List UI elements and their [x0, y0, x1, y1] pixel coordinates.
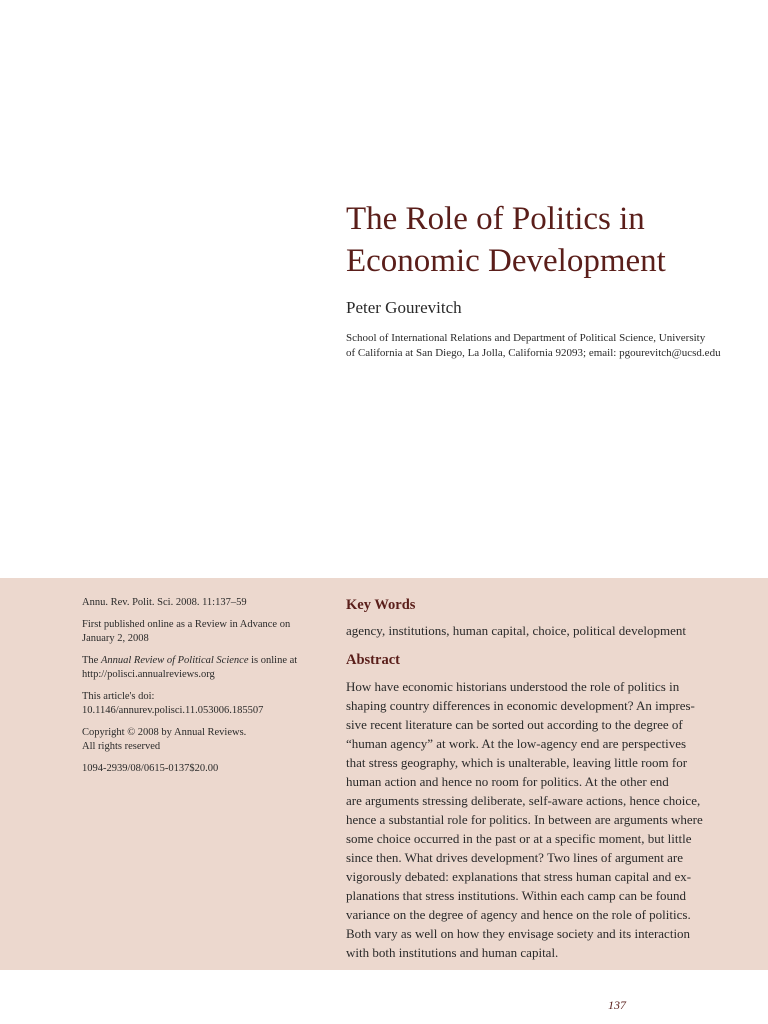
author-affiliation — [346, 331, 746, 361]
abstract-line: human action and hence no room for politics. At the other end — [346, 774, 669, 789]
affiliation-line: of California at San Diego, La Jolla, California 92093; email: pgourevitch@ucsd.edu — [346, 347, 721, 359]
online-suffix: is online at — [248, 655, 298, 666]
title-line: Economic Development — [346, 243, 666, 279]
first-published-line: First published online as a Review in Advance on — [82, 619, 291, 630]
doi-link[interactable]: 10.1146/annurev.polisci.11.053006.185507 — [82, 705, 264, 716]
article-title — [346, 198, 746, 282]
first-published — [82, 618, 312, 646]
rights: All rights reserved — [82, 741, 161, 752]
abstract-line: sive recent literature can be sorted out according to the degree of — [346, 717, 683, 732]
online-availability — [82, 654, 312, 682]
abstract-line: planations that stress institutions. Within each camp can be found — [346, 888, 687, 903]
online-line — [82, 654, 312, 668]
issn: 1094-2939/08/0615-0137$20.00 — [82, 763, 219, 774]
author-name: Peter Gourevitch — [346, 298, 462, 317]
abstract-line: that stress geography, which is unalterable, leaving little room for — [346, 755, 688, 770]
abstract-line: variance on the degree of agency and hence on the role of politics. — [346, 907, 691, 922]
abstract-heading: Abstract — [346, 652, 400, 668]
abstract-line: some choice occurred in the past or at a specific moment, but little — [346, 831, 692, 846]
abstract-text — [346, 677, 716, 962]
online-prefix: The — [82, 655, 101, 666]
abstract-line: shaping country differences in economic development? An impres- — [346, 698, 695, 713]
citation: Annu. Rev. Polit. Sci. 2008. 11:137–59 — [82, 597, 247, 608]
title-line: The Role of Politics in — [346, 201, 645, 237]
affiliation-line: School of International Relations and Department of Political Science, University — [346, 332, 706, 344]
first-published-line: January 2, 2008 — [82, 633, 149, 644]
online-url-link[interactable]: http://polisci.annualreviews.org — [82, 669, 215, 680]
keywords-text: agency, institutions, human capital, choice, political development — [346, 623, 686, 638]
abstract-line: hence a substantial role for politics. In between are arguments where — [346, 812, 703, 827]
abstract-line: Both vary as well on how they envisage society and its interaction — [346, 926, 691, 941]
copyright: Copyright © 2008 by Annual Reviews. — [82, 727, 247, 738]
abstract-line: since then. What drives development? Two lines of argument are — [346, 850, 683, 865]
doi-label: This article's doi: — [82, 691, 155, 702]
copyright-block — [82, 726, 312, 754]
abstract-line: “human agency” at work. At the low-agency end are perspectives — [346, 736, 687, 751]
abstract-line: How have economic historians understood the role of politics in — [346, 679, 680, 694]
publication-info — [82, 596, 312, 784]
abstract-line: are arguments stressing deliberate, self-aware actions, hence choice, — [346, 793, 701, 808]
abstract-line: with both institutions and human capital. — [346, 945, 559, 960]
journal-name: Annual Review of Political Science — [100, 655, 249, 666]
doi-block — [82, 690, 312, 718]
page-number: 137 — [608, 998, 626, 1012]
abstract-line: vigorously debated: explanations that stress human capital and ex- — [346, 869, 692, 884]
keywords-heading: Key Words — [346, 597, 416, 613]
